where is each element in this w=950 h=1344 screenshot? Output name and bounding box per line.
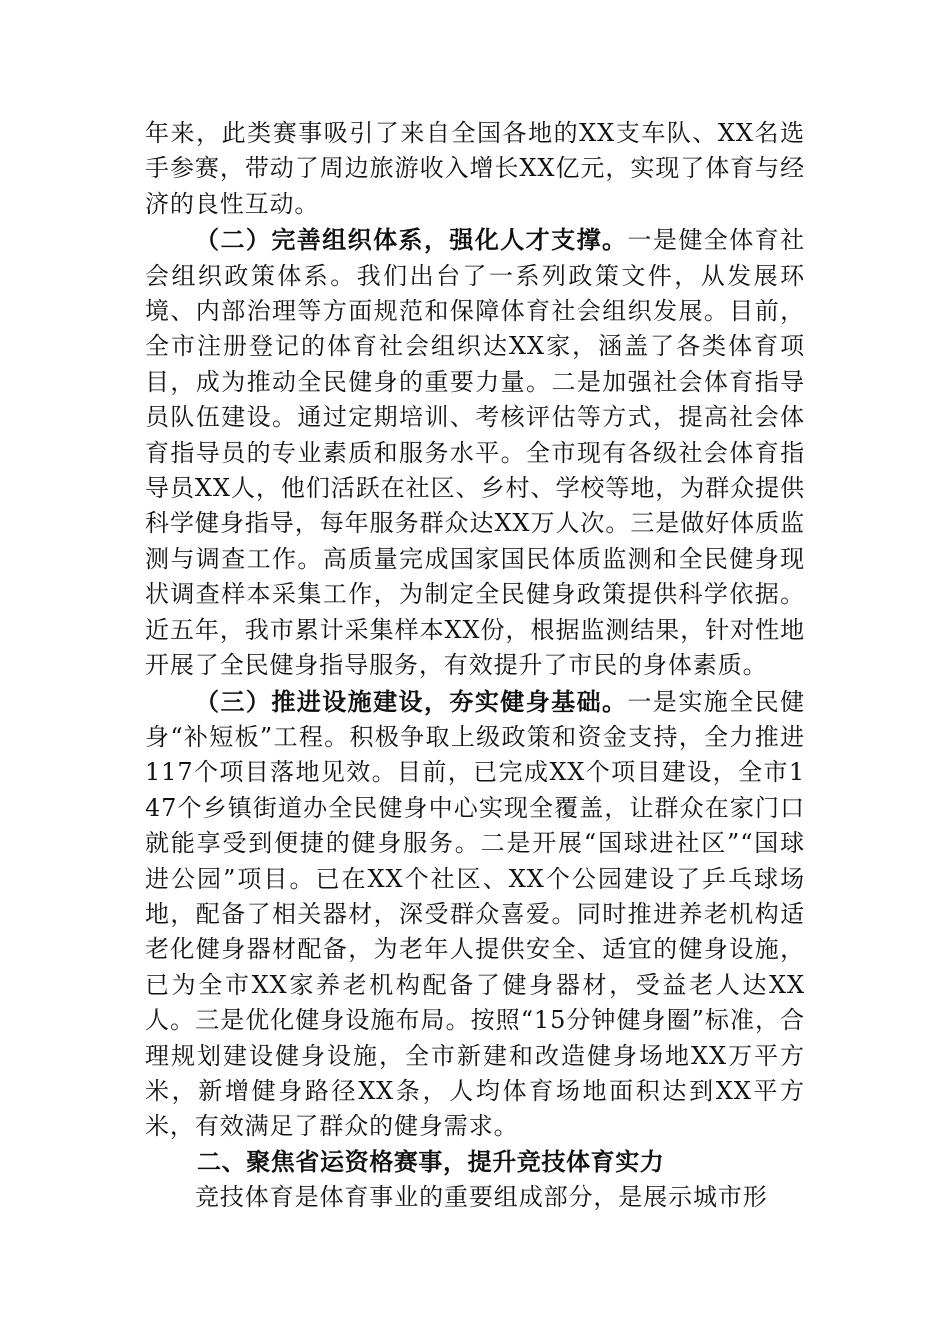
paragraph-text: 年来，此类赛事吸引了来自全国各地的XX支车队、XX名选手参赛，带动了周边旅游收入增长XX亿元，实现了体育与经济的良性互动。 bbox=[145, 119, 805, 218]
paragraph-organization bbox=[145, 222, 805, 683]
document-page bbox=[145, 116, 805, 1216]
paragraph-text: 竞技体育是体育事业的重要组成部分，是展示城市形 bbox=[195, 1183, 768, 1212]
paragraph-lead: （三）推进设施建设，夯实健身基础。 bbox=[195, 686, 628, 716]
paragraph-continued bbox=[145, 116, 805, 222]
paragraph-facilities bbox=[145, 684, 805, 1145]
section-heading: 二、聚焦省运资格赛事，提升竞技体育实力 bbox=[197, 1147, 665, 1176]
paragraph-text: 一是健全体育社会组织政策体系。我们出台了一系列政策文件，从发展环境、内部治理等方面规范和保障体育社会组织发展。目前，全市注册登记的体育社会组织达XX家，涵盖了各类体育项目，成为推动全民健身的重要力量。二是加强社会体育指导员队伍建设。通过定期培训、考核评估等方式，提高社会体育指导员的专业素质和服务水平。全市现有各级社会体育指导员XX人，他们活跃在社区、乡村、学校等地，为群众提供科学健身指导，每年服务群众达XX万人次。三是做好体质监测与调查工作。高质量完成国家国民体质监测和全民健身现状调查样本采集工作，为制定全民健身政策提供科学依据。近五年，我市累计采集样本XX份，根据监测结果，针对性地开展了全民健身指导服务，有效提升了市民的身体素质。 bbox=[145, 226, 805, 680]
paragraph-competitive-sports bbox=[145, 1180, 805, 1215]
paragraph-lead: （二）完善组织体系，强化人才支撑。 bbox=[195, 225, 628, 255]
paragraph-text: 一是实施全民健身“补短板”工程。积极争取上级政策和资金支持，全力推进117个项目落地见效。目前，已完成XX个项目建设，全市147个乡镇街道办全民健身中心实现全覆盖，让群众在家门口就能享受到便捷的健身服务。二是开展“国球进社区”“国球进公园”项目。已在XX个社区、XX个公园建设了乒乓球场地，配备了相关器材，深受群众喜爱。同时推进养老机构适老化健身器材配备，为老年人提供安全、适宜的健身设施，已为全市XX家养老机构配备了健身器材，受益老人达XX人。三是优化健身设施布局。按照“15分钟健身圈”标准，合理规划建设健身设施，全市新建和改造健身场地XX万平方米，新增健身路径XX条，人均体育场地面积达到XX平方米，有效满足了群众的健身需求。 bbox=[145, 687, 805, 1141]
